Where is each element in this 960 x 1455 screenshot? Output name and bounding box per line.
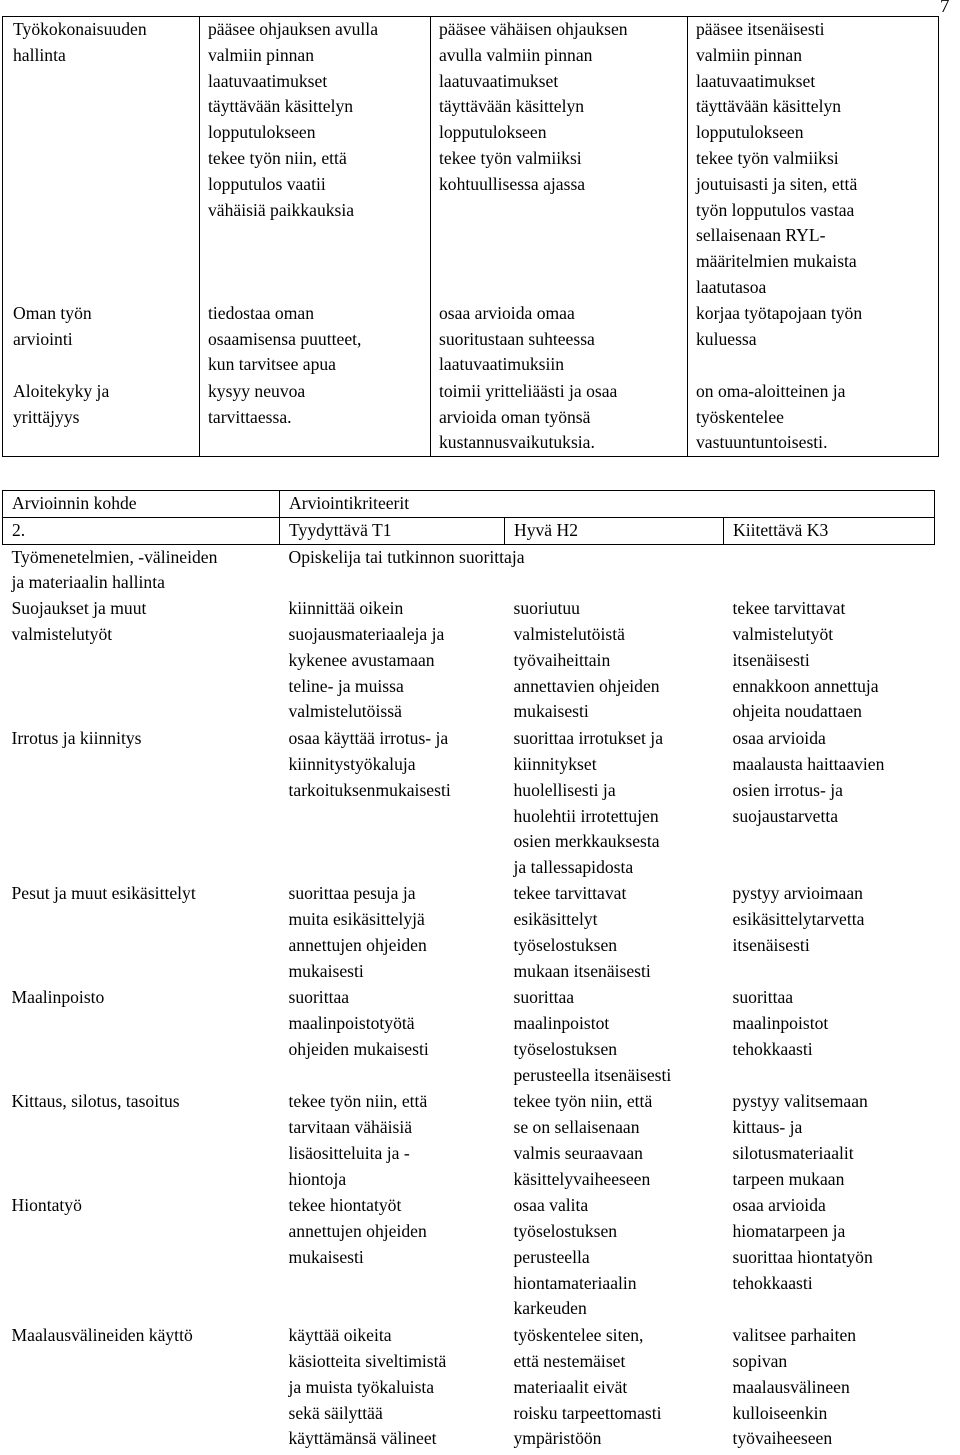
text-line: hiomatarpeen ja [732,1220,846,1241]
criteria-h2 [505,1323,724,1453]
text-line: sellaisenaan RYL- [696,225,826,246]
text-line: työselostuksen [513,1038,618,1059]
text-line: ympäristöön [513,1428,602,1449]
text-line: osaamisensa puutteet, [208,328,362,349]
text-line: osien irrotus- ja [732,779,843,800]
text-line: työvaiheeseen [732,1428,833,1449]
text-line: annettujen ohjeiden [288,934,427,955]
assessment-item [3,1323,280,1453]
text-line: työn lopputulos vastaa [696,199,855,220]
text-line: arviointi [13,328,73,349]
criteria-h2 [431,301,688,379]
text-line: tekee hiontatyöt [288,1195,402,1216]
criteria-k3 [724,881,935,985]
text-line: suoriutuu [513,598,580,619]
text-line: kuluessa [696,328,757,349]
grade-k3-header: Kiitettävä K3 [724,517,935,544]
criteria-statement [696,379,930,456]
text-line: työskentelee [696,406,784,427]
text-line: suoritustaan suhteessa [439,328,595,349]
text-line: laatuvaatimukset [439,70,559,91]
text-line: osaa arvioida [732,728,826,749]
text-line: osaa arvioida omaa [439,302,575,323]
text-line: lisäositteluita ja - [288,1142,410,1163]
text-line: valitsee parhaiten [732,1325,857,1346]
lower-table-row [3,1193,935,1323]
text-line: että nestemäiset [513,1350,626,1371]
grade-t1-header: Tyydyttävä T1 [280,517,505,544]
criteria-t1 [280,881,505,985]
criteria-k3 [724,1323,935,1453]
criteria-h2 [505,985,724,1089]
text-line: maalinpoistot [513,1012,610,1033]
text-line: suorittaa pesuja ja [288,883,416,904]
text-line: laatutasoa [696,276,767,297]
text-line: kun tarvitsee apua [208,354,336,375]
upper-table-row [3,301,939,379]
criteria-statement [696,146,930,301]
text-line: tarvitaan vähäisiä [288,1116,413,1137]
text-line: esikäsittelyt [513,908,598,929]
text-line: lopputulokseen [696,122,804,143]
criteria-k3 [724,1193,935,1323]
criteria-h2 [431,17,688,301]
text-line: tekee työn niin, että [288,1091,428,1112]
criteria-k3 [724,1089,935,1193]
text-line: teline- ja muissa [288,675,404,696]
text-line: korjaa työtapojaan työn [696,302,863,323]
text-line: suorittaa irrotukset ja [513,728,664,749]
text-line: käsiotteita siveltimistä [288,1350,447,1371]
text-line: karkeuden [513,1298,587,1319]
criteria-k3 [724,596,935,726]
text-line: laatuvaatimukset [208,70,328,91]
text-line: osaa käyttää irrotus- ja [288,728,449,749]
assessment-item [3,985,280,1089]
text-line: täyttävään käsittelyn [439,96,585,117]
text-line: esikäsittelytarvetta [732,908,865,929]
text-line: laatuvaatimuksiin [439,354,565,375]
performer-label: Opiskelija tai tutkinnon suorittaja [288,546,525,567]
text-line: suorittaa [288,987,350,1008]
criteria-t1 [280,985,505,1089]
text-line: tekee tarvittavat [513,883,627,904]
text-line: työvaiheittain [513,649,611,670]
text-line: mukaan itsenäisesti [513,960,651,981]
criteria-statement [208,146,422,223]
text-line: Suojaukset ja muut [11,598,147,619]
text-line: kulloiseenkin [732,1402,828,1423]
lower-table-row [3,1323,935,1453]
text-line: kittaus- ja [732,1116,803,1137]
text-line: työselostuksen [513,1220,618,1241]
text-line: kiinnitykset [513,753,597,774]
criteria-h2 [505,1193,724,1323]
text-line: valmiin pinnan [696,44,803,65]
text-line: roisku tarpeettomasti [513,1402,662,1423]
text-line: käyttämänsä välineet [288,1428,437,1449]
text-line: ja muista työkaluista [288,1376,435,1397]
text-line: kysyy neuvoa [208,380,306,401]
criteria-k3 [688,17,939,301]
text-line: ja tallessapidosta [513,857,634,878]
criteria-statement [439,379,679,456]
text-line: muita esikäsittelyjä [288,908,425,929]
text-line: tarpeen mukaan [732,1168,845,1189]
text-line: valmis seuraavaan [513,1142,643,1163]
header-assessment-criteria: Arviointikriteerit [280,491,935,518]
text-line: osien merkkauksesta [513,831,660,852]
text-line: ohjeiden mukaisesti [288,1038,429,1059]
criteria-statement [439,17,679,146]
text-line: lopputulokseen [439,122,547,143]
criteria-t1 [280,1323,505,1453]
text-line: toimii yritteliäästi ja osaa [439,380,618,401]
text-line: vähäisiä paikkauksia [208,199,355,220]
text-line: käyttää oikeita [288,1325,392,1346]
text-line: pääsee vähäisen ohjauksen [439,19,628,39]
criteria-statement [696,17,930,146]
text-line: yrittäjyys [13,406,80,427]
text-line: täyttävään käsittelyn [696,96,842,117]
text-line: Maalausvälineiden käyttö [11,1325,193,1346]
text-line: mukaisesti [288,1246,364,1267]
criteria-h2 [431,379,688,457]
criteria-t1 [200,17,431,301]
text-line: silotusmateriaalit [732,1142,854,1163]
text-line: se on sellaisenaan [513,1116,640,1137]
section-title: Työmenetelmien, -välineiden ja materiaalin hallinta [11,546,218,593]
text-line: tiedostaa oman [208,302,315,323]
text-line: laatuvaatimukset [696,70,816,91]
text-line: tarvittaessa. [208,406,292,427]
lower-table-row [3,881,935,985]
criteria-h2 [505,596,724,726]
assessment-item [3,726,280,881]
text-line: hiontoja [288,1168,347,1189]
criteria-t1 [280,1193,505,1323]
upper-criteria-table [2,16,939,457]
criteria-k3 [688,379,939,457]
text-line: arvioida oman työnsä [439,406,591,427]
text-line: Pesut ja muut esikäsittelyt [11,883,196,904]
text-line: tekee työn valmiiksi [696,147,839,168]
assessment-item [3,1089,280,1193]
text-line: Kittaus, silotus, tasoitus [11,1091,180,1112]
text-line: sopivan [732,1350,788,1371]
text-line: annettavien ohjeiden [513,675,660,696]
text-line: suojaustarvetta [732,805,839,826]
assessment-item [3,1193,280,1323]
upper-table-row [3,379,939,457]
text-line: valmistelutöissä [288,701,402,722]
criteria-statement [439,301,679,378]
competence-area [3,17,200,301]
section-number: 2. [3,517,280,544]
text-line: tekee työn valmiiksi [439,147,582,168]
text-line: perusteella [513,1246,590,1267]
assessment-item [3,596,280,726]
text-line: valmiin pinnan [208,44,315,65]
criteria-k3 [688,301,939,379]
text-line: kohtuullisessa ajassa [439,173,586,194]
text-line: suorittaa [732,987,794,1008]
criteria-h2 [505,726,724,881]
text-line: itsenäisesti [732,934,810,955]
lower-table-row [3,985,935,1089]
text-line: kustannusvaikutuksia. [439,432,595,453]
criteria-k3 [724,985,935,1089]
text-line: kiinnittää oikein [288,598,404,619]
lower-criteria-table [2,490,935,1453]
text-line: työselostuksen [513,934,618,955]
text-line: osaa valita [513,1195,589,1216]
criteria-statement [208,379,422,431]
text-line: avulla valmiin pinnan [439,44,593,65]
text-line: työskentelee siten, [513,1325,644,1346]
competence-area [3,301,200,379]
text-line: Aloitekyky ja [13,380,110,401]
criteria-t1 [280,726,505,881]
criteria-statement [696,301,930,353]
criteria-t1 [200,301,431,379]
text-line: mukaisesti [288,960,364,981]
criteria-h2 [505,1089,724,1193]
criteria-t1 [280,1089,505,1193]
text-line: suojausmateriaaleja ja [288,623,445,644]
text-line: Irrotus ja kiinnitys [11,728,142,749]
text-line: on oma-aloitteinen ja [696,380,846,401]
criteria-statement [208,301,422,378]
grade-h2-header: Hyvä H2 [505,517,724,544]
text-line: käsittelyvaiheeseen [513,1168,651,1189]
text-line: valmistelutyöt [11,623,113,644]
text-line: sekä säilyttää [288,1402,383,1423]
text-line: valmistelutyöt [732,623,834,644]
text-line: vastuuntuntoisesti. [696,432,828,453]
text-line: tehokkaasti [732,1272,813,1293]
criteria-statement [439,146,679,198]
text-line: Maalinpoisto [11,987,105,1008]
text-line: itsenäisesti [732,649,810,670]
text-line: Työkokonaisuuden [13,19,147,39]
text-line: joutuisasti ja siten, että [696,173,858,194]
text-line: suorittaa [513,987,575,1008]
text-line: tehokkaasti [732,1038,813,1059]
text-line: pystyy valitsemaan [732,1091,868,1112]
text-line: maalinpoistot [732,1012,829,1033]
text-line: materiaalit eivät [513,1376,628,1397]
criteria-t1 [200,379,431,457]
lower-table-row [3,726,935,881]
assessment-item [3,881,280,985]
page-number: 7 [940,0,950,17]
text-line: suorittaa hiontatyön [732,1246,873,1267]
text-line: täyttävään käsittelyn [208,96,354,117]
criteria-statement [208,17,422,146]
text-line: pystyy arvioimaan [732,883,863,904]
text-line: pääsee itsenäisesti [696,19,825,39]
text-line: perusteella itsenäisesti [513,1064,672,1085]
text-line: maalausvälineen [732,1376,850,1397]
text-line: kykenee avustamaan [288,649,435,670]
criteria-h2 [505,881,724,985]
text-line: mukaisesti [513,701,589,722]
criteria-k3 [724,726,935,881]
text-line: huolellisesti ja [513,779,616,800]
text-line: osaa arvioida [732,1195,826,1216]
text-line: tekee työn niin, että [208,147,347,168]
text-line: ohjeita noudattaen [732,701,862,722]
text-line: hiontamateriaalin [513,1272,637,1293]
competence-area [3,379,200,457]
text-line: tekee tarvittavat [732,598,846,619]
text-line: hallinta [13,44,66,65]
text-line: valmistelutöistä [513,623,625,644]
text-line: lopputulos vaatii [208,173,326,194]
lower-table-row [3,1089,935,1193]
text-line: Oman työn [13,302,92,323]
text-line: tarkoituksenmukaisesti [288,779,451,800]
lower-table-row [3,596,935,726]
text-line: määritelmien mukaista [696,251,857,272]
text-line: huolehtii irrotettujen [513,805,659,826]
text-line: Hiontatyö [11,1195,82,1216]
criteria-t1 [280,596,505,726]
text-line: maalinpoistotyötä [288,1012,415,1033]
text-line: pääsee ohjauksen avulla [208,19,379,39]
header-assessment-target: Arvioinnin kohde [3,491,280,518]
text-line: kiinnitystyökaluja [288,753,416,774]
text-line: ennakkoon annettuja [732,675,879,696]
text-line: tekee työn niin, että [513,1091,653,1112]
upper-table-row [3,17,939,301]
text-line: lopputulokseen [208,122,316,143]
text-line: annettujen ohjeiden [288,1220,427,1241]
text-line: maalausta haittaavien [732,753,885,774]
